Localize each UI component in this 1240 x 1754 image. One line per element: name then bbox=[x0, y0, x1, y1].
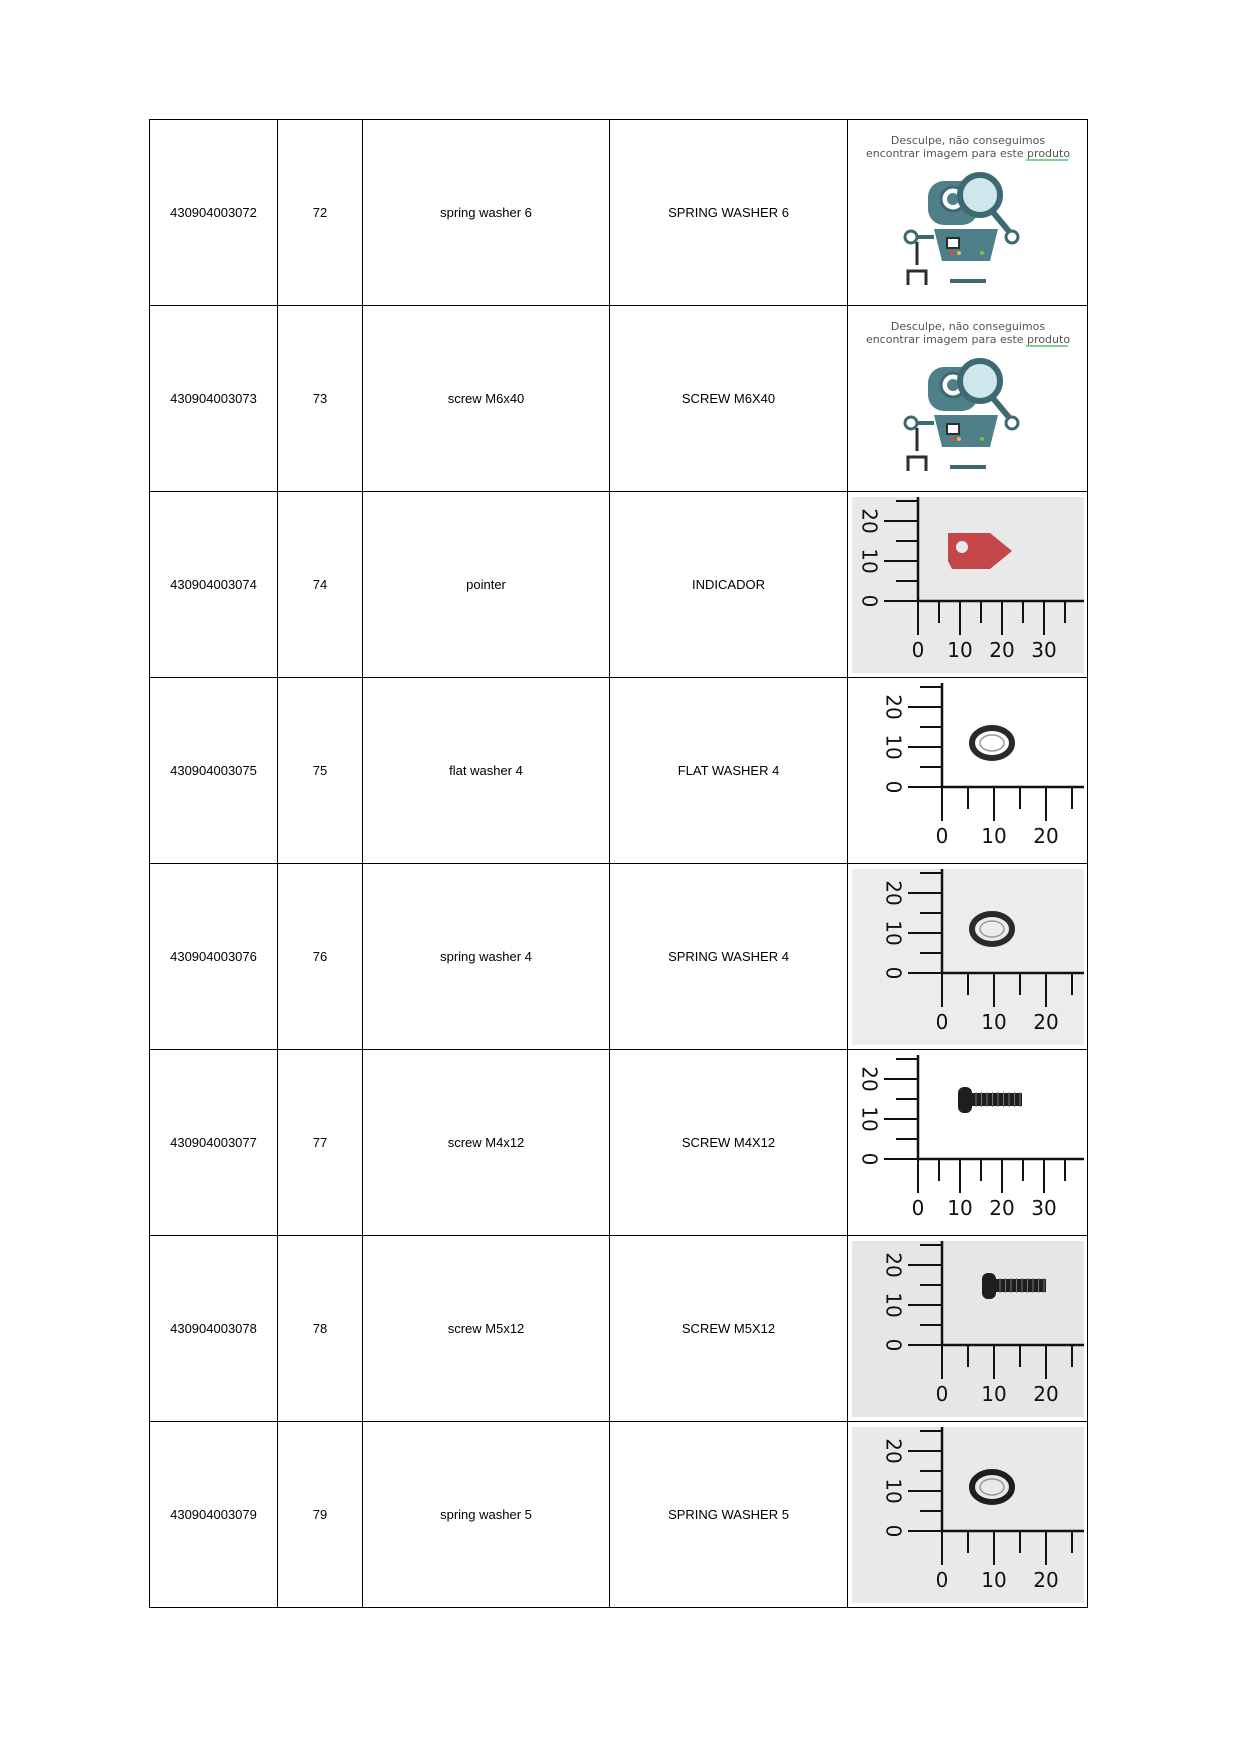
position-number-cell: 77 bbox=[278, 1050, 363, 1236]
ruler-y-tick-label: 10 bbox=[881, 1291, 905, 1318]
ruler-y-tick-label: 0 bbox=[881, 780, 905, 793]
description-pt-cell: SCREW M5X12 bbox=[610, 1236, 848, 1422]
description-en-cell: pointer bbox=[363, 492, 610, 678]
ruler-x-tick-label: 0 bbox=[935, 1381, 948, 1406]
part-code-cell: 430904003075 bbox=[150, 678, 278, 864]
ruler-x-tick-label: 10 bbox=[946, 637, 973, 662]
position-number-cell: 78 bbox=[278, 1236, 363, 1422]
part-image-cell bbox=[848, 678, 1088, 864]
placeholder-message-line-2: encontrar imagem para este produto bbox=[865, 146, 1070, 160]
ruler-x-tick-label: 20 bbox=[1032, 1381, 1059, 1406]
description-pt-cell: FLAT WASHER 4 bbox=[610, 678, 848, 864]
part-code-cell: 430904003076 bbox=[150, 864, 278, 1050]
position-number-cell: 73 bbox=[278, 306, 363, 492]
ruler-x-tick-label: 30 bbox=[1030, 637, 1057, 662]
part-image-cell bbox=[848, 1422, 1088, 1608]
ruler-y-tick-label: 0 bbox=[881, 966, 905, 979]
no-image-placeholder bbox=[852, 311, 1084, 487]
ruler-x-tick-label: 0 bbox=[935, 823, 948, 848]
part-code-cell: 430904003074 bbox=[150, 492, 278, 678]
ruler-y-tick-label: 20 bbox=[857, 1065, 881, 1092]
ruler-x-tick-label: 0 bbox=[935, 1009, 948, 1034]
table-row bbox=[150, 864, 1088, 1050]
part-photo bbox=[852, 497, 1084, 673]
position-number-cell: 74 bbox=[278, 492, 363, 678]
part-code-cell: 430904003079 bbox=[150, 1422, 278, 1608]
ruler-x-tick-label: 0 bbox=[935, 1567, 948, 1592]
part-image-cell bbox=[848, 1236, 1088, 1422]
description-pt-cell: INDICADOR bbox=[610, 492, 848, 678]
ruler-x-tick-label: 20 bbox=[988, 1195, 1015, 1220]
part-photo bbox=[852, 1241, 1084, 1417]
part-code-cell: 430904003072 bbox=[150, 120, 278, 306]
ruler-y-tick-label: 10 bbox=[881, 1477, 905, 1504]
table-row bbox=[150, 1050, 1088, 1236]
description-en-cell: flat washer 4 bbox=[363, 678, 610, 864]
part-photo bbox=[852, 869, 1084, 1045]
part-image-cell bbox=[848, 1050, 1088, 1236]
part-photo bbox=[852, 1055, 1084, 1231]
part-image-cell bbox=[848, 306, 1088, 492]
ruler-x-tick-label: 10 bbox=[980, 1009, 1007, 1034]
description-pt-cell: SPRING WASHER 6 bbox=[610, 120, 848, 306]
ruler-y-tick-label: 10 bbox=[881, 919, 905, 946]
description-en-cell: screw M5x12 bbox=[363, 1236, 610, 1422]
part-code-cell: 430904003078 bbox=[150, 1236, 278, 1422]
ruler-y-tick-label: 10 bbox=[857, 547, 881, 574]
ruler-x-tick-label: 10 bbox=[946, 1195, 973, 1220]
ruler-x-tick-label: 10 bbox=[980, 1381, 1007, 1406]
parts-table-body bbox=[150, 120, 1088, 1608]
description-en-cell: spring washer 5 bbox=[363, 1422, 610, 1608]
ruler-y-tick-label: 20 bbox=[857, 507, 881, 534]
ruler-x-tick-label: 30 bbox=[1030, 1195, 1057, 1220]
ruler-y-tick-label: 0 bbox=[881, 1524, 905, 1537]
table-row bbox=[150, 1422, 1088, 1608]
ruler-y-tick-label: 0 bbox=[857, 594, 881, 607]
table-row bbox=[150, 306, 1088, 492]
description-pt-cell: SPRING WASHER 4 bbox=[610, 864, 848, 1050]
ruler-y-tick-label: 20 bbox=[881, 1437, 905, 1464]
position-number-cell: 76 bbox=[278, 864, 363, 1050]
ruler-x-tick-label: 10 bbox=[980, 1567, 1007, 1592]
part-code-cell: 430904003073 bbox=[150, 306, 278, 492]
parts-table bbox=[149, 119, 1088, 1608]
part-photo bbox=[852, 683, 1084, 859]
table-row bbox=[150, 678, 1088, 864]
table-row bbox=[150, 120, 1088, 306]
placeholder-message-line-1: Desculpe, não conseguimos bbox=[890, 319, 1045, 333]
ruler-y-tick-label: 20 bbox=[881, 879, 905, 906]
position-number-cell: 75 bbox=[278, 678, 363, 864]
description-en-cell: spring washer 6 bbox=[363, 120, 610, 306]
description-en-cell: screw M4x12 bbox=[363, 1050, 610, 1236]
part-image-cell bbox=[848, 120, 1088, 306]
ruler-y-tick-label: 20 bbox=[881, 1251, 905, 1278]
ruler-x-tick-label: 0 bbox=[911, 637, 924, 662]
part-photo bbox=[852, 1427, 1084, 1603]
placeholder-message-line-2: encontrar imagem para este produto bbox=[865, 332, 1070, 346]
ruler-y-tick-label: 10 bbox=[857, 1105, 881, 1132]
description-en-cell: spring washer 4 bbox=[363, 864, 610, 1050]
ruler-x-tick-label: 20 bbox=[988, 637, 1015, 662]
ruler-y-tick-label: 0 bbox=[881, 1338, 905, 1351]
no-image-placeholder bbox=[852, 125, 1084, 301]
description-pt-cell: SPRING WASHER 5 bbox=[610, 1422, 848, 1608]
ruler-x-tick-label: 10 bbox=[980, 823, 1007, 848]
description-pt-cell: SCREW M4X12 bbox=[610, 1050, 848, 1236]
ruler-y-tick-label: 20 bbox=[881, 693, 905, 720]
part-image-cell bbox=[848, 864, 1088, 1050]
ruler-y-tick-label: 10 bbox=[881, 733, 905, 760]
table-row bbox=[150, 492, 1088, 678]
ruler-y-tick-label: 0 bbox=[857, 1152, 881, 1165]
position-number-cell: 72 bbox=[278, 120, 363, 306]
ruler-x-tick-label: 0 bbox=[911, 1195, 924, 1220]
table-row bbox=[150, 1236, 1088, 1422]
ruler-x-tick-label: 20 bbox=[1032, 823, 1059, 848]
part-image-cell bbox=[848, 492, 1088, 678]
ruler-x-tick-label: 20 bbox=[1032, 1567, 1059, 1592]
position-number-cell: 79 bbox=[278, 1422, 363, 1608]
ruler-x-tick-label: 20 bbox=[1032, 1009, 1059, 1034]
description-pt-cell: SCREW M6X40 bbox=[610, 306, 848, 492]
placeholder-message-line-1: Desculpe, não conseguimos bbox=[890, 133, 1045, 147]
part-code-cell: 430904003077 bbox=[150, 1050, 278, 1236]
description-en-cell: screw M6x40 bbox=[363, 306, 610, 492]
